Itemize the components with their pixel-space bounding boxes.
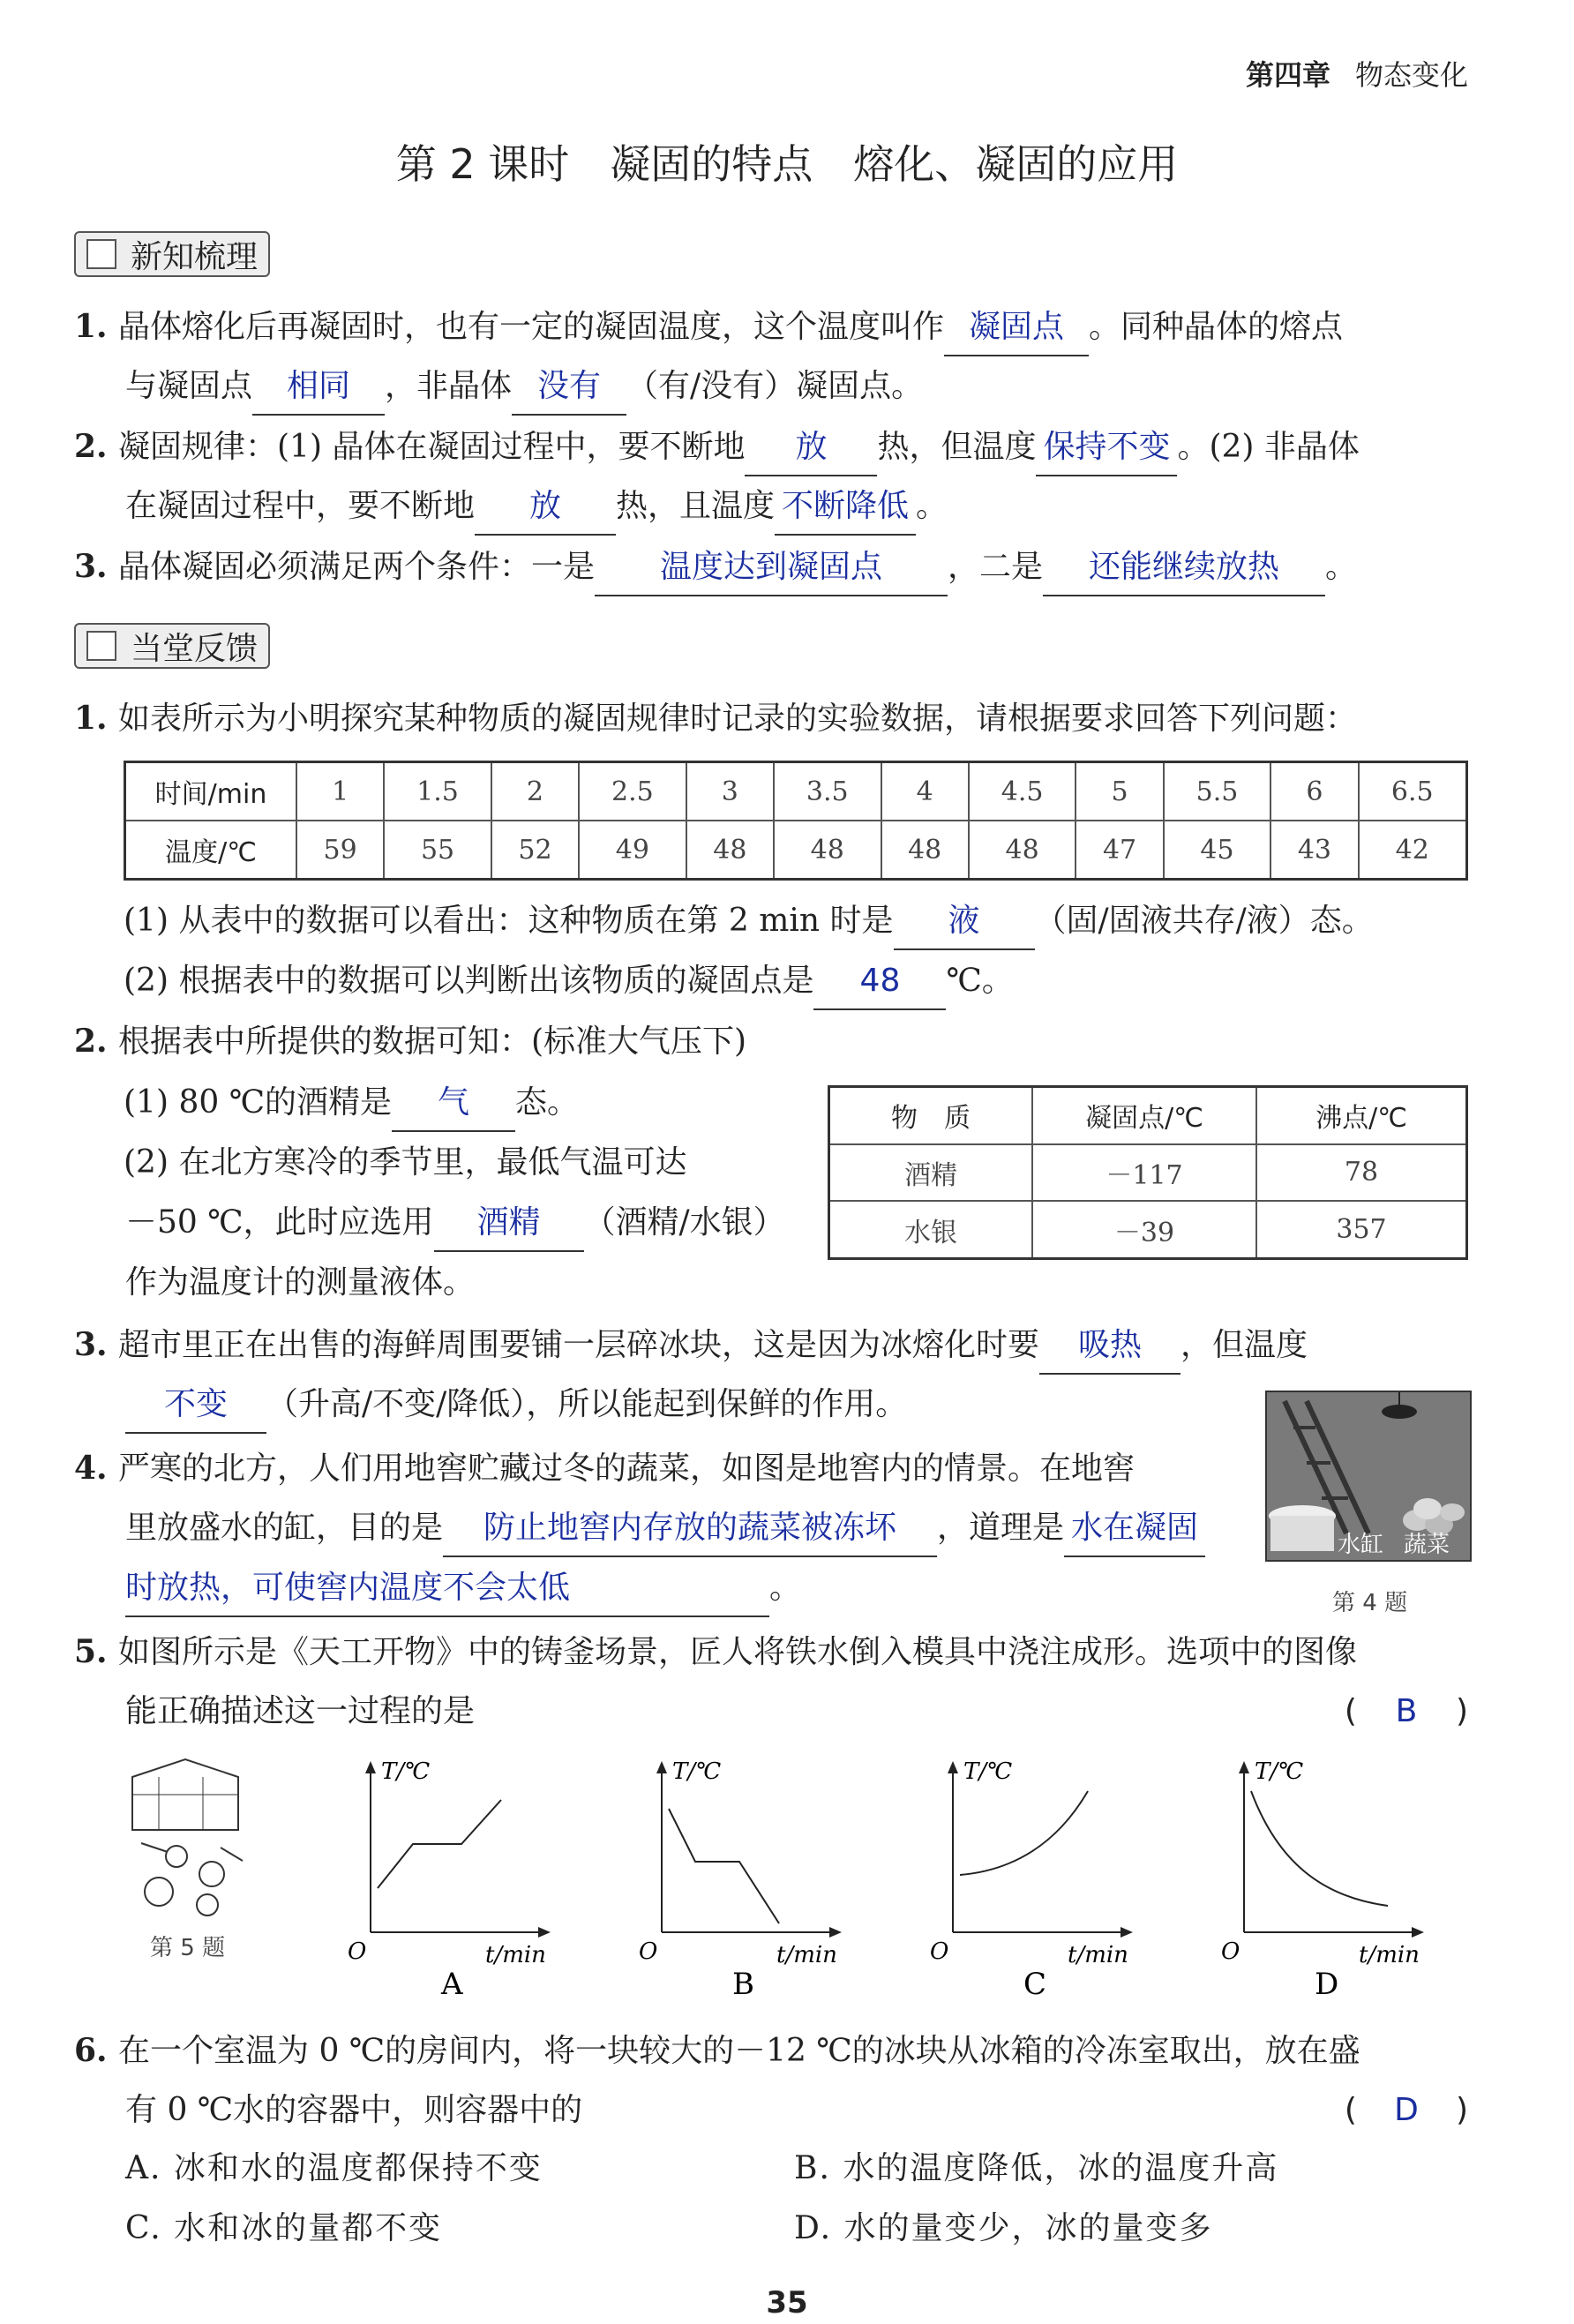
table-row: 物 质 凝固点/℃ 沸点/℃ xyxy=(829,1087,1467,1144)
graph-y-label: T/℃ xyxy=(963,1758,1013,1785)
graph-origin: O xyxy=(1221,1938,1240,1965)
answer-blank: 时放热，可使窖内温度不会太低 xyxy=(125,1568,769,1617)
graph-x-label: t/min xyxy=(485,1942,546,1968)
s2-q6-line2: 有 0 ℃水的容器中，则容器中的 ( D ) xyxy=(74,2080,1468,2140)
answer-blank: 凝固点 xyxy=(944,307,1089,356)
graph-x-arrow xyxy=(1412,1927,1424,1938)
s2-q2-part1: (1) 80 ℃的酒精是 气 态。 xyxy=(74,1073,882,1133)
answer-blank: 不断降低 xyxy=(775,486,916,536)
s2-q5-line2: 能正确描述这一过程的是 ( B ) xyxy=(74,1682,1468,1742)
s2-q3-line1: 3. 超市里正在出售的海鲜周围要铺一层碎冰块，这是因为冰熔化时要 吸热 ，但温度 xyxy=(74,1315,1468,1376)
graph-x-arrow xyxy=(538,1927,551,1938)
answer-blank: 放 xyxy=(745,427,877,476)
fig-label-vegetables: 蔬菜 xyxy=(1404,1532,1450,1558)
graph-x-label: t/min xyxy=(1359,1942,1420,1968)
s2-q1-part1: (1) 从表中的数据可以看出：这种物质在第 2 min 时是 液 （固/固液共存/液）态。 xyxy=(74,891,1518,951)
option-a: A. 冰和水的温度都保持不变 xyxy=(125,2150,543,2186)
graph-curve-C xyxy=(960,1791,1088,1875)
graph-x-label: t/min xyxy=(1068,1942,1128,1968)
graph-option-label: A xyxy=(441,1967,463,2002)
graph-y-arrow xyxy=(365,1761,376,1773)
section-heading-feedback: 当堂反馈 xyxy=(74,623,270,669)
answer-blank: 相同 xyxy=(252,366,385,416)
s1-q1-line1: 1. 晶体熔化后再凝固时，也有一定的凝固温度，这个温度叫作 凝固点 。同种晶体的熔点 xyxy=(74,296,1468,357)
lesson-title: 第 2 课时 凝固的特点 熔化、凝固的应用 xyxy=(395,140,1179,188)
answer-blank: 保持不变 xyxy=(1036,427,1177,476)
graph-y-label: T/℃ xyxy=(672,1758,722,1785)
table-row: 时间/min 1 1.5 2 2.5 3 3.5 4 4.5 5 5.5 6 6.5 xyxy=(125,762,1467,821)
graph-curve-A xyxy=(378,1800,501,1888)
chapter-title: 物态变化 xyxy=(1354,58,1468,92)
answer-blank: 液 xyxy=(894,901,1035,950)
graph-y-arrow xyxy=(948,1761,958,1773)
s2-q5-line1: 5. 如图所示是《天工开物》中的铸釜场景，匠人将铁水倒入模具中浇注成形。选项中的图像 xyxy=(74,1633,1358,1670)
answer-blank: 酒精 xyxy=(434,1203,584,1252)
s2-q2-part2b: －50 ℃，此时应选用 酒精 （酒精/水银） xyxy=(74,1193,884,1253)
s2-q4-line3: 时放热，可使窖内温度不会太低 。 xyxy=(74,1558,1316,1618)
answer-blank: 吸热 xyxy=(1039,1325,1180,1375)
graph-x-arrow xyxy=(1121,1927,1133,1938)
chapter-label: 第四章 xyxy=(1245,58,1330,92)
graph-curve-B xyxy=(669,1809,779,1923)
s1-q2-line1: 2. 凝固规律：(1) 晶体在凝固过程中，要不断地 放 热，但温度 保持不变 。(2) 非晶体 xyxy=(74,416,1468,477)
s2-q1-text: 1. 如表所示为小明探究某种物质的凝固规律时记录的实验数据，请根据要求回答下列问题： xyxy=(74,700,1358,737)
cellar-figure xyxy=(1265,1391,1472,1562)
casting-scene-figure xyxy=(124,1750,256,1961)
option-b: B. 水的温度降低，冰的温度升高 xyxy=(794,2150,1279,2186)
answer-blank: 不变 xyxy=(125,1384,266,1434)
answer-blank: 水在凝固 xyxy=(1064,1508,1205,1557)
option-c: C. 水和冰的量都不变 xyxy=(125,2210,443,2246)
notebook-icon xyxy=(86,239,116,269)
graph-origin: O xyxy=(348,1938,367,1965)
answer-blank: 48 xyxy=(813,961,946,1010)
table-row: 水银 －39 357 xyxy=(829,1201,1467,1258)
graph-origin: O xyxy=(930,1938,949,1965)
table-row: 酒精 －117 78 xyxy=(829,1144,1467,1202)
answer-blank: 没有 xyxy=(512,366,626,416)
s2-q3-line2: 不变 （升高/不变/降低），所以能起到保鲜的作用。 xyxy=(74,1375,1519,1435)
fig5-caption: 第 5 题 xyxy=(150,1935,226,1961)
answer-blank: 防止地窖内存放的蔬菜被冻坏 xyxy=(443,1508,937,1557)
pencil-icon xyxy=(86,631,116,661)
s2-q4-line1: 4. 严寒的北方，人们用地窖贮藏过冬的蔬菜，如图是地窖内的情景。在地窖 xyxy=(74,1450,1136,1487)
casting-scene-illustration xyxy=(124,1750,256,1927)
option-d: D. 水的量变少，冰的量变多 xyxy=(794,2210,1213,2246)
graph-option-label: B xyxy=(732,1967,754,2002)
answer-paren: ( D ) xyxy=(1345,2080,1468,2140)
s1-q3: 3. 晶体凝固必须满足两个条件：一是 温度达到凝固点 ，二是 还能继续放热 。 xyxy=(74,536,1468,597)
fig-label-vat: 水缸 xyxy=(1338,1532,1384,1558)
s2-q4-line2: 里放盛水的缸，目的是 防止地窖内存放的蔬菜被冻坏 ，道理是 水在凝固 xyxy=(74,1498,1316,1558)
graph-option-label: C xyxy=(1023,1967,1047,2002)
graph-option-label: D xyxy=(1315,1967,1339,2002)
graph-x-arrow xyxy=(829,1927,842,1938)
answer-blank: 温度达到凝固点 xyxy=(595,547,948,596)
data-table-liquids xyxy=(828,1085,1468,1260)
s1-q2-line2: 在凝固过程中，要不断地 放 热，且温度 不断降低 。 xyxy=(74,476,1519,536)
answer-choice: B xyxy=(1395,1693,1418,1729)
answer-choice: D xyxy=(1394,2092,1419,2128)
graph-y-label: T/℃ xyxy=(1255,1758,1304,1785)
graph-x-label: t/min xyxy=(776,1942,837,1968)
answer-paren: ( B ) xyxy=(1345,1682,1468,1742)
chapter-header xyxy=(1246,53,1468,94)
s2-q6-line1: 6. 在一个室温为 0 ℃的房间内，将一块较大的－12 ℃的冰块从冰箱的冷冻室取出，放在盛 xyxy=(74,2032,1360,2069)
s2-q2-text: 2. 根据表中所提供的数据可知：(标准大气压下) xyxy=(74,1023,747,1060)
graph-curve-D xyxy=(1251,1791,1388,1906)
fig4-caption: 第 4 题 xyxy=(1332,1590,1408,1616)
s1-q1-line2: 与凝固点 相同 ，非晶体 没有 （有/没有）凝固点。 xyxy=(74,356,1519,416)
graph-y-arrow xyxy=(656,1761,667,1773)
graph-y-arrow xyxy=(1239,1761,1249,1773)
graphs-options xyxy=(344,1756,1420,2002)
answer-blank: 放 xyxy=(475,486,616,536)
data-table-solidification xyxy=(124,761,1468,881)
graph-origin: O xyxy=(639,1938,658,1965)
answer-blank: 气 xyxy=(392,1083,515,1132)
answer-blank: 还能继续放热 xyxy=(1043,547,1325,596)
graph-y-label: T/℃ xyxy=(381,1758,431,1785)
page-number: 35 xyxy=(766,2285,808,2320)
s2-q2-part2a: (2) 在北方寒冷的季节里，最低气温可达 xyxy=(124,1144,687,1181)
table-row: 温度/℃ 59 55 52 49 48 48 48 48 47 45 43 42 xyxy=(125,821,1467,880)
section-heading-new-knowledge: 新知梳理 xyxy=(74,231,270,277)
s2-q1-part2: (2) 根据表中的数据可以判断出该物质的凝固点是 48 ℃。 xyxy=(74,951,1518,1011)
s2-q2-part2c: 作为温度计的测量液体。 xyxy=(125,1264,476,1301)
